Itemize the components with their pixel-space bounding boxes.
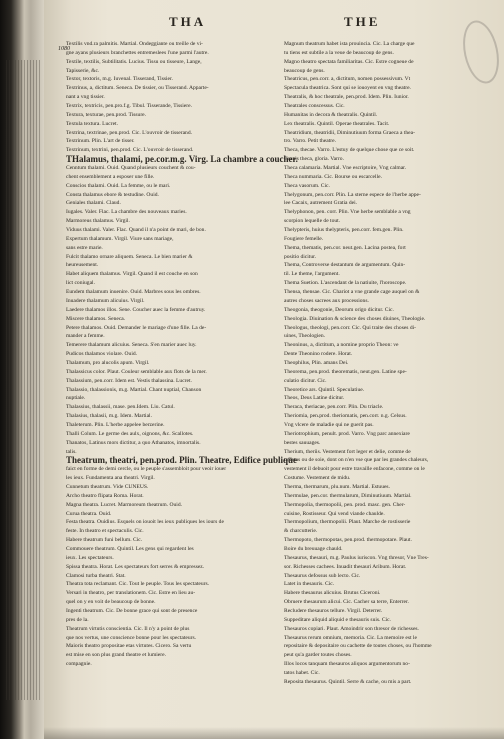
right-column-line: Theriotrophium, penult. prod. Varro. Vng parc annexiare (284, 430, 410, 437)
right-column-line: Reposita thesaurus. Quintil. Serre & cache, ou mis a part. (284, 678, 412, 685)
right-column-line: Recludere thesauros tellure. Virgil. Deterrer. (284, 608, 383, 614)
left-column-line: chent ensemblement a esposer une fille. (66, 173, 155, 180)
right-column-line: bestes sauuages. (284, 439, 321, 446)
right-column-line: beaucoup de gens. (284, 67, 325, 74)
right-column-line: Thema, thematis, pen.cor. neut.gen. Lacina postea, fort (284, 244, 406, 251)
left-column-line: Cunnetum theatrum. Vide CUNEUS. (66, 483, 149, 490)
right-column-line: Thema Suetion. L'ascendant de la natiuite, l'horoscope. (284, 280, 407, 287)
right-column-line: peut qu'a garder toutes choses. (284, 652, 352, 659)
right-column-line: Theorema, pen.prod. theorematis, neut.gen. Latine spe- (284, 368, 407, 375)
right-column-line: Thermopolia, thermopolii, pen. prod. masc. gen. Cher- (284, 501, 406, 508)
right-column-line: Illos locos tanquam thesauros aliquos argumentorum no- (284, 661, 410, 668)
left-column-line: Curua theatra. Ouid. (66, 510, 112, 517)
left-column-line: Consta thalamus ebore & testudine. Ouid. (66, 191, 159, 198)
right-column-line: Thelyphonon, pen. corr. Plin. Vne herbe semblable a vng (284, 209, 411, 216)
right-column-line: tu tiens est subtile a la veue de beaucoup de gens. (284, 49, 394, 56)
right-column-line: tatos habet. Cic. (284, 670, 320, 677)
right-column-line: Theologus, theologi, pen.corr. Cic. Qui traite des choses di- (284, 324, 417, 331)
left-column-line: Thalassius, thalassii, mase. pen.Idem. Liu. Catul. (66, 404, 175, 411)
right-column-line: Dente Theonino rodere. Horat. (284, 351, 353, 358)
right-column-line: Magno theatro spectata familiaritas. Cic. Estre cogneue de (284, 58, 414, 65)
left-column-line: Textura, texturae, pen.prod. Tissure. (66, 111, 147, 118)
right-column-line: Suppeditare aliquid aliquid e thesauris suis. Cic. (284, 616, 391, 623)
left-column-line: compagnie. (66, 661, 92, 668)
left-column (66, 40, 298, 669)
book-page-edges (0, 0, 44, 739)
right-column-line: sor. Richesses cachees. Inuadit thesauri Aribum. Horat. (284, 563, 407, 570)
left-column-line: Fulcit thalamo ornare aliquem. Seneca. Le bien marier & (66, 253, 193, 260)
left-column-line: Temerere thalamum alicuius. Seneca. S'en marier auec luy. (66, 342, 197, 349)
right-column-line: Therma, thermarum, plu.num. Martial. Estuues. (284, 483, 390, 490)
left-column-line: heureusement. (66, 262, 99, 269)
right-column-line: Theoretice ars. Quintil. Speculatiue. (284, 386, 365, 393)
left-column-line: Eundem thalamum inuenire. Ouid. Marbres sous les ombres. (66, 289, 201, 296)
right-column-line: Thelypteris, huius thelypteris, pen.corr. fem.gen. Plin. (284, 227, 404, 234)
left-column-line: Habet aliquem thalamus. Virgil. Quand il est couche en son (66, 271, 198, 278)
right-column-line: Thema, Controverse destantum de argumentum. Quin- (284, 262, 406, 269)
right-column-line: scorpion lequelle de tout. (284, 218, 341, 225)
right-column-line: Obruere thesaurum alicui. Cic. Cacher sa terre, Enterrer. (284, 599, 409, 606)
left-column-line: Habere theatrum funi bellum. Cic. (66, 537, 143, 544)
right-column-line: til. Le theme, l'argument. (284, 271, 340, 278)
left-column-line: Textor, textoris, m.g. Iuvenal. Tisserand, Tissier. (66, 76, 173, 83)
right-column-line: Fougiere femelle. (284, 235, 324, 242)
left-column-line: Geniales thalami. Claud. (66, 200, 121, 207)
left-column-line: Versari in theatro, per translationem. Cic. Estre en lieu au- (66, 590, 196, 597)
right-column-line: Theatralis, & hoc theatrale, pen.prod. Idem. Plin. Iunior. (284, 94, 409, 101)
page-edge-lines (6, 60, 40, 700)
left-column-line: Textilis vnd.ra palmitis. Martial. Ondeggiante ou treille de vi- (66, 41, 203, 47)
left-column-line: sans estre marie. (66, 244, 103, 251)
left-column-line: gne ayans plusieurs branchettes entremeslees l'une parmi l'autre. (66, 49, 209, 56)
left-column-line: Ingenti theatrum. Cic. De bonne grace qui sont de presence (66, 608, 198, 614)
left-column-line: feste. In theatro et spectaculis. Cic. (66, 528, 144, 535)
right-column-line: Thensa, thensae. Cic. Chariot a vne grande cage auquel on & (284, 289, 420, 296)
left-column-line: Expertum thalamum. Virgil. Viure sans mariage, (66, 235, 174, 242)
left-column-line: Textrinum, textrini, pen.prod. Cic. L'ouvroir de tisserand. (66, 147, 194, 154)
right-column-line: Thesaurus defossus sub lecto. Cic. (284, 572, 361, 579)
right-column-line: Humanitas in decora & theatralis. Quintil. (284, 111, 378, 118)
right-column-line: Theca nummaria. Cic. Bourse ou escarcelle. (284, 173, 382, 180)
left-column-line: Commouere theatrum. Quintil. Les gens qui regardent les (66, 545, 194, 552)
right-column-line: Lex theatralis. Quintil. Operae theatrales. Tacit. (284, 120, 390, 127)
right-column-line: Magnum theatrum habet ista prouincia. Cic. La charge que (284, 41, 415, 47)
left-column-line: est mise en son plus grand theatre et lumiere. (66, 652, 166, 659)
right-column-line: Theogonia, theogonie, Deorum origo dicitur. Cic. (284, 306, 394, 313)
left-column-line: que nos vertus, une conscience bonne pour les spectateurs. (66, 634, 197, 641)
left-column-line: THalamus, thalami, pe.cor.m.g. Virg. La chambre a coucher. (66, 154, 298, 165)
right-column-line: autres choses sacrees aux processions. (284, 297, 369, 304)
right-column-line: culatio dicitur. Cic. (284, 377, 327, 384)
left-column-line: nuptiale. (66, 395, 86, 402)
right-column-line: Thesauros copiari. Plaut. Amoindrir son thresor de richesses. (284, 625, 419, 632)
book-page (44, 0, 504, 739)
right-column-line: Theologia. Diuination & science des choses diuines, Theologie. (284, 315, 426, 322)
right-column-line: vestement il debuoit pour estre travaille enfacone, comme on le (284, 466, 425, 473)
right-column-line: Habere thesaurus alicuius. Brutus Ciceroni. (284, 590, 381, 597)
page-bottom-shadow (44, 727, 504, 739)
right-column-line: Theraca, theriacae, pen.corr. Plin. Du triacle. (284, 404, 384, 411)
right-column-line: & charcutterie. (284, 528, 318, 535)
right-column-line: positio dicitur. (284, 253, 317, 260)
left-column-line: Laedere thalamos illos. Sene. Coucher auec la femme d'autruy. (66, 306, 206, 313)
left-column-line: Pudicos thalamos violare. Ouid. (66, 351, 138, 358)
left-column-line: Conscios thalami. Ouid. La femme, ou le mari. (66, 182, 171, 189)
right-column-line: Thermulae, pen.cor. thermularum, Diminutiuum. Martial. (284, 492, 412, 499)
left-column-line: Thalasius, thalasii, m.g. Idem. Martial. (66, 413, 152, 420)
page-number: 1080 (58, 46, 70, 52)
left-column-line: Theatra tota reclamant. Cic. Tout le peuple. Tous les spectateurs. (66, 581, 210, 588)
left-column-line: Textula textura. Lucret. (66, 120, 118, 127)
left-column-line: mander a femme. (66, 333, 105, 340)
left-column-line: Maioris theatro propositae etas virtutes. Cicero. Sa vertu (66, 643, 192, 650)
left-column-line: Textrina, textrinae, pen.prod. Cic. L'ouvroir de tisserand. (66, 129, 192, 136)
right-column-line: Grauis theca, gloria. Varro. (284, 156, 344, 163)
left-column-line: Archo theatro flipata Roma. Horat. (66, 492, 144, 499)
right-column-line: Theatrales conscessus. Cic. (284, 103, 345, 110)
right-column-line: Vng vlcere de maladie qui ne guerit pas. (284, 421, 374, 428)
left-column-line: Textile, textilis, Subtilitatis. Lucius. Tissu ou tisseure, Lange, (66, 58, 202, 65)
left-column-line: Miscere thalamos. Seneca. (66, 315, 126, 322)
running-head-right: THE (344, 14, 381, 29)
right-column-line: Theca calamaria. Martial. Vne escriptoire, Vng calmar. (284, 165, 407, 172)
running-head (44, 14, 504, 30)
right-column-line: Latet in thesauris. Cic. (284, 581, 335, 588)
left-column-line: Cenntum thalami. Ouid. Quand plusieurs couchent & cou- (66, 165, 196, 172)
left-column-line: Theatrum virtutis conscientia. Cic. Il n'y a point de plus (66, 625, 190, 632)
left-column-line: Textrinus, a, dictitum. Seneca. De tissier, ou Tisserand. Apparte- (66, 85, 209, 92)
right-column-line: Theatricus, pen.corr. a, dictitum, nomen possessivum. Vt (284, 76, 411, 83)
left-column-line: Thalassio, thalassionis, m.g. Martial. Chant nuptial, Chanson (66, 386, 202, 393)
left-column-line: les ieux. Fundamenta ana theatri. Virgil. (66, 475, 155, 482)
left-column-line: Viduus thalami. Valer. Flac. Quand il n'a point de mari, de bon. (66, 227, 206, 234)
left-column-line: talis. (66, 448, 77, 455)
left-column-line: lict coniugal. (66, 280, 95, 287)
left-column-line: Theatrum, theatri, pen.prod. Plin. Theatre, Edifice publique (66, 455, 298, 466)
right-column-line: Theoninus, a, dictitum, a nomine proprio Theon: ve (284, 342, 399, 349)
left-column-line: Thanatos, Latinus mors dictitur, a quo Athanatos, imnortalis. (66, 439, 201, 446)
left-column-line: Tapisserie, &c. (66, 67, 100, 74)
right-column-line: taffetas ou de soie, dont on n'en vse que par les grandes chaleurs, (284, 457, 429, 464)
left-column-line: Thalli Colum. Le germe des aulx, oignons, &c. Scallotes. (66, 430, 194, 437)
running-head-left: THA (169, 14, 207, 29)
right-column-line: Theos, Deus Latine dicitur. (284, 395, 345, 402)
right-column-line: Theophilus, Plin. amans Dei. (284, 359, 349, 366)
left-column-line: Textrinum. Plin. L'art de tisser. (66, 138, 135, 145)
right-column-line: Theca vasorum. Cic. (284, 182, 330, 189)
left-column-line: Iugales. Valer. Flac. La chambre des nouveaux maries. (66, 209, 187, 216)
left-column-line: nant a vng tissier. (66, 94, 105, 101)
right-column-line: Theca, thecae. Varro. L'estuy de quelque chose que ce soit. (284, 147, 415, 154)
right-column (284, 40, 484, 687)
left-column-line: Magna theatra. Lucret. Marmoreum theatrum. Ouid. (66, 501, 182, 508)
left-column-line: Inuadere thalamum alicuius. Virgil. (66, 297, 145, 304)
left-column-line: Clamosi turba theatri. Stat. (66, 572, 126, 579)
left-column-line: quel on y en voit de beaucoup de bonne. (66, 599, 156, 606)
left-column-line: Thalassium, pen.corr. Idem est. Vestis thalassina. Lucret. (66, 377, 192, 384)
left-column-line: Petere thalamos. Ouid. Demander le mariage d'une fille. La de- (66, 324, 207, 331)
right-column-line: cuisine, Rostisseur. Qui vend viande chaulde. (284, 510, 385, 517)
right-column-line: Boire du breuuage chauld. (284, 545, 343, 552)
right-column-line: tro. Varro. Petit theatre. (284, 138, 336, 145)
left-column-line: Festa theatra. Ouidius. Esquels on iouoit les ieux publiques les iours de (66, 519, 224, 526)
left-column-line: Thalamum, pro alucolis apum. Virgil. (66, 359, 150, 366)
right-column-line: Thelygonum, pen.corr. Plin. La sterne espece de l'herbe appe- (284, 191, 421, 198)
right-column-line: Spectacula theatrica. Sont qui se iouoyent en vng theatre. (284, 85, 411, 92)
right-column-line: Thesaurus, thesauri, m.g. Paulus iuriscon. Vng thresor, Vne Tres- (284, 554, 429, 561)
right-column-line: Therium, theriis. Vestement fort leger et delie, comme de (284, 448, 411, 455)
right-column-line: Theriomia, pen.prod. theriomatis, pen.corr. n.g. Celsus. (284, 413, 407, 420)
left-column-line: Marmoreus thalamus. Virgil. (66, 218, 130, 225)
right-column-line: Thesaurus rerum omnium, memoria. Cic. La memoire est le (284, 634, 417, 641)
right-column-line: uines, Theologien. (284, 333, 326, 340)
left-column-line: Spissa theatra. Horat. Les spectateurs fort serres & empressez. (66, 563, 205, 570)
right-column-line: lee Cacaix, autrement Gratia dei. (284, 200, 357, 207)
right-column-line: Thermopolium, thermopolii. Plaut. Marche de rostisserie (284, 519, 411, 526)
left-column-line: ieux. Les spectateurs. (66, 554, 114, 561)
left-column-line: Textrix, textricis, pen.pro.f.g. Tibul. Tisserande, Tissiere. (66, 103, 192, 110)
right-column-line: repositaire & depositaire ou cachette de toutes choses, ou l'homme (284, 643, 432, 650)
right-column-line: Costume. Vestement de midu. (284, 475, 351, 482)
right-column-line: Thermopoto, thermopotas, pen.prod. thermopotare. Plaut. (284, 537, 412, 544)
left-column-line: pres de la. (66, 616, 89, 623)
left-column-line: faict en forme de demi cercle, ou le peuple s'assembloit pour veoir iouer (66, 466, 227, 473)
left-column-line: Thalassicus color. Plaut. Couleur semblable aux flots de la mer. (66, 368, 207, 375)
right-column-line: Theatridium, theatridii, Diminutiuum forma Graeca a thea- (284, 129, 415, 136)
left-column-line: Thaleterum. Plin. L'herbe appelee berzerine. (66, 421, 165, 428)
